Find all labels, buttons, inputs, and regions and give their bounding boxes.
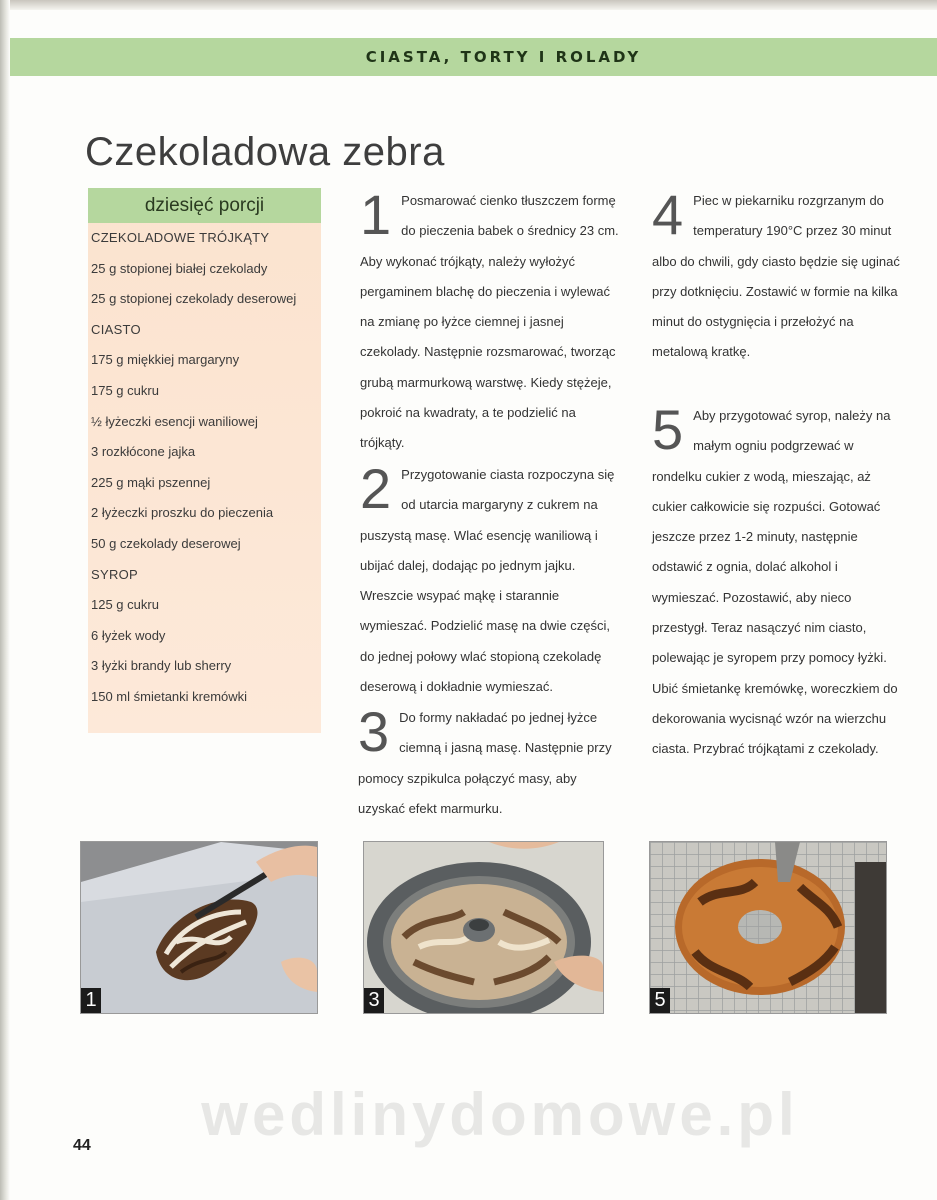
- step-text: Posmarować cienko tłuszczem formę do pieczenia babek o średnicy 23 cm. Aby wykonać trójkąty, należy wyłożyć pergaminem blachę do pieczenia i wylewać na zmianę po łyżce ciemnej i jasnej czekolady. Następnie rozsmarować, tworząc grubą marmurkową warstwę. Kiedy stężeje, pokroić na kwadraty, a te podzielić na trójkąty.: [360, 193, 619, 451]
- section-header-bar: [10, 38, 937, 76]
- ingredients-box: [88, 188, 321, 733]
- ingredient-list: [88, 223, 321, 713]
- step-text: Do formy nakładać po jednej łyżce ciemną i jasną masę. Następnie przy pomocy szpikulca połączyć masy, aby uzyskać efekt marmurku.: [358, 710, 612, 816]
- ingredient-item: 150 ml śmietanki kremówki: [91, 688, 248, 704]
- recipe-title: Czekoladowa zebra: [85, 129, 445, 174]
- cake-on-rack-photo: [650, 842, 886, 1013]
- step-text: Aby przygotować syrop, należy na małym ogniu podgrzewać w rondelku cukier z wodą, mieszając, aż cukier całkowicie się rozpuści. Gotować jeszcze przez 1-2 minuty, następnie odstawić z ognia, dolać alkohol i wymieszać. Pozostawić, aby nieco przestygł. Teraz nasączyć nim ciasto, polewając je syropem przy pomocy łyżki. Ubić śmietankę kremówkę, woreczkiem do dekorowania wycisnąć wzór na wierzchu ciasta. Przybrać trójkątami z czekolady.: [652, 408, 898, 757]
- ingredient-item: 3 łyżki brandy lub sherry: [91, 658, 232, 674]
- top-page-edge: [10, 0, 937, 10]
- section-label: CIASTA, TORTY I ROLADY: [365, 48, 642, 66]
- photo-badge: 3: [364, 988, 384, 1013]
- ingredient-item: 25 g stopionej białej czekolady: [91, 260, 268, 276]
- ingredient-item: 175 g miękkiej margaryny: [91, 352, 240, 368]
- marbled-chocolate-photo: [81, 842, 317, 1013]
- step-photo-3: [363, 841, 604, 1014]
- ingredient-subheading: SYROP: [91, 566, 139, 582]
- ingredient-item: 25 g stopionej czekolady deserowej: [91, 291, 297, 307]
- photo-badge: 5: [650, 988, 670, 1013]
- ingredient-item: 225 g mąki pszennej: [91, 474, 211, 490]
- ingredient-item: 125 g cukru: [91, 597, 159, 613]
- page-number: 44: [73, 1137, 91, 1154]
- ingredient-item: 175 g cukru: [91, 382, 159, 398]
- ingredient-item: 2 łyżeczki proszku do pieczenia: [91, 505, 274, 521]
- step-text: Piec w piekarniku rozgrzanym do temperatury 190°C przez 30 minut albo do chwili, gdy ciasto będzie się uginać przy dotknięciu. Zostawić w formie na kilka minut do ostygnięcia i przełożyć na metalową kratkę.: [652, 193, 900, 360]
- servings-heading: dziesięć porcji: [88, 188, 321, 223]
- ingredient-item: ½ łyżeczki esencji waniliowej: [91, 413, 258, 429]
- step-text: Przygotowanie ciasta rozpoczyna się od utarcia margaryny z cukrem na puszystą masę. Wlać esencję waniliową i ubijać dalej, dodając po jednym jajku. Wreszcie wsypać mąkę i starannie wymieszać. Podzielić masę na dwie części, do jednej połowy wlać stopioną czekoladę deserową i dokładnie wymieszać.: [360, 467, 615, 695]
- book-spine-shadow: [0, 0, 10, 1200]
- bundt-tin-photo: [364, 842, 603, 1013]
- ingredient-item: 6 łyżek wody: [91, 627, 166, 643]
- step-photo-5: [649, 841, 887, 1014]
- ingredient-item: 3 rozkłócone jajka: [91, 444, 196, 460]
- step-4: [652, 183, 900, 368]
- step-number: 3: [358, 700, 390, 763]
- step-3: [358, 700, 620, 824]
- step-5: [652, 398, 900, 765]
- watermark-text: wedlinydomowe.pl: [201, 1081, 799, 1148]
- step-number: 5: [652, 398, 684, 461]
- step-photo-1: [80, 841, 318, 1014]
- ingredient-item: 50 g czekolady deserowej: [91, 535, 241, 551]
- ingredient-subheading: CZEKOLADOWE TRÓJKĄTY: [91, 230, 270, 245]
- step-2: [360, 457, 622, 702]
- step-number: 4: [652, 183, 684, 246]
- step-number: 2: [360, 457, 392, 520]
- step-number: 1: [360, 183, 392, 246]
- ingredient-subheading: CIASTO: [91, 321, 141, 337]
- step-1: [360, 183, 622, 459]
- photo-badge: 1: [81, 988, 101, 1013]
